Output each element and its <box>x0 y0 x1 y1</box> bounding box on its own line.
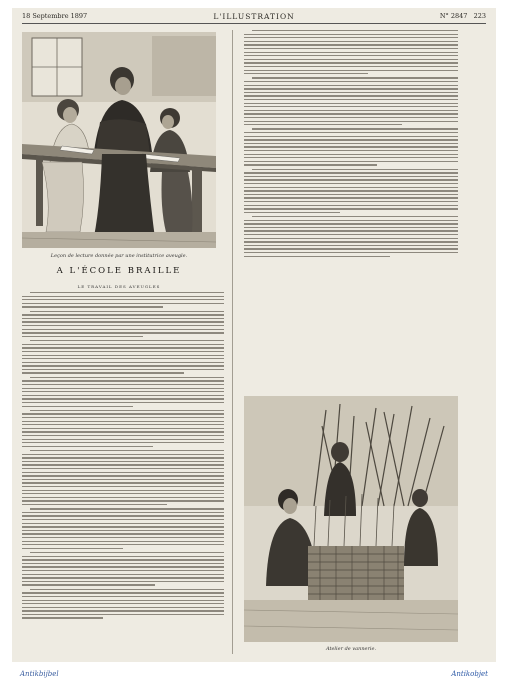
header-number <box>440 12 486 20</box>
watermark-left: Antikbijbel <box>20 670 59 678</box>
column-divider <box>232 30 233 654</box>
basket-workshop-caption: Atelier de vannerie. <box>325 646 377 652</box>
paragraph <box>22 292 224 308</box>
paragraph <box>244 77 458 125</box>
page-footer <box>10 670 498 680</box>
header-rule <box>22 23 486 24</box>
reading-lesson-caption: Leçon de lecture donnée par une institutrice aveugle. <box>50 253 188 259</box>
paragraph <box>22 552 224 586</box>
paragraph <box>22 377 224 407</box>
newspaper-page <box>12 8 496 662</box>
issue-number: N° 2847 <box>439 12 468 20</box>
paragraph <box>244 128 458 165</box>
paragraph <box>22 311 224 337</box>
watermark-right: Antikobjet <box>451 670 488 678</box>
paragraph <box>22 450 224 505</box>
paragraph <box>22 508 224 549</box>
header-title: L'ILLUSTRATION <box>213 12 295 21</box>
paragraph <box>22 589 224 619</box>
header-date: 18 Septembre 1897 <box>22 12 88 20</box>
paragraph <box>22 410 224 447</box>
section-heading: LE TRAVAIL DES AVEUGLES <box>77 284 161 289</box>
paragraph <box>244 216 458 257</box>
basket-workshop-engraving <box>244 396 458 642</box>
reading-lesson-engraving <box>22 32 216 248</box>
paragraph <box>244 169 458 213</box>
paragraph <box>22 340 224 374</box>
page-number: 223 <box>473 12 486 20</box>
left-column-text <box>22 292 224 654</box>
paragraph <box>244 30 458 74</box>
right-column-text <box>244 30 458 386</box>
article-title: A L'ÉCOLE BRAILLE <box>56 266 182 276</box>
